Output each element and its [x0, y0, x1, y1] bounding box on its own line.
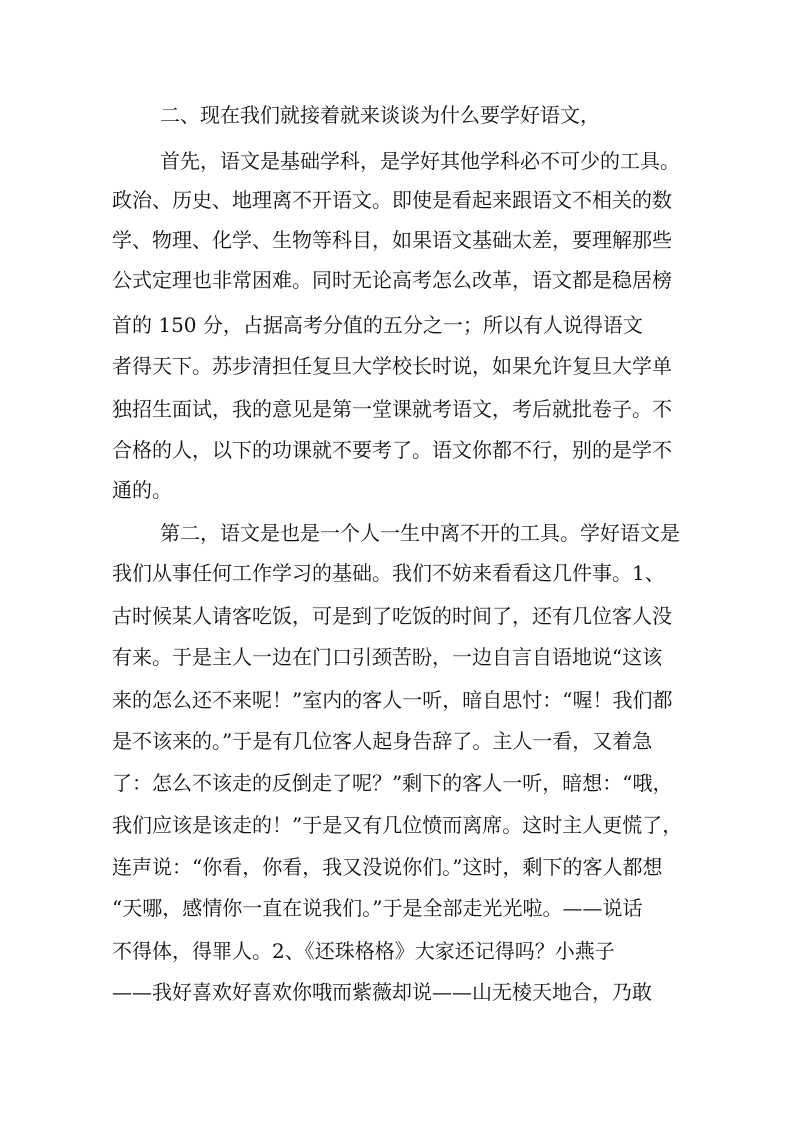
paragraph-line: 学、物理、化学、生物等科目，如果语文基础太差，要理解那些	[112, 228, 672, 252]
paragraph-line: 我们应该是该走的！”于是又有几位愤而离席。这时主人更慌了，	[112, 813, 682, 837]
paragraph-line: 首先，语文是基础学科，是学好其他学科必不可少的工具。	[160, 149, 680, 173]
paragraph-line: 古时候某人请客吃饭，可是到了吃饭的时间了，还有几位客人没	[112, 604, 672, 628]
paragraph-line: 不得体，得罪人。2、《还珠格格》大家还记得吗？小燕子	[112, 939, 615, 963]
paragraph-line: 通的。	[112, 478, 172, 502]
paragraph-line: 第二，语文是也是一个人一生中离不开的工具。学好语文是	[160, 521, 680, 545]
paragraph-line: 来的怎么还不来呢！”室内的客人一听，暗自思忖：“喔！我们都	[112, 688, 673, 712]
paragraph-line: 政治、历史、地理离不开语文。即使是看起来跟语文不相关的数	[112, 188, 672, 212]
paragraph-line: 首的 150 分，占据高考分值的五分之一；所以有人说得语文	[112, 313, 643, 337]
paragraph-line: 连声说：“你看，你看，我又没说你们。”这时，剩下的客人都想	[112, 855, 663, 879]
paragraph-line: 了：怎么不该走的反倒走了呢？”剩下的客人一听，暗想：“哦，	[112, 771, 673, 795]
paragraph-line: 合格的人，以下的功课就不要考了。语文你都不行，别的是学不	[112, 438, 672, 462]
paragraph-line: 有来。于是主人一边在门口引颈苦盼，一边自言自语地说“这该	[112, 645, 663, 669]
paragraph-line: 者得天下。苏步清担任复旦大学校长时说，如果允许复旦大学单	[112, 354, 672, 378]
paragraph-line: 我们从事任何工作学习的基础。我们不妨来看看这几件事。1、	[112, 561, 665, 585]
paragraph-line: 独招生面试，我的意见是第一堂课就考语文，考后就批卷子。不	[112, 397, 672, 421]
paragraph-line: ——我好喜欢好喜欢你哦而紫薇却说——山无棱天地合，乃敢	[112, 980, 652, 1004]
paragraph-line: “天哪，感情你一直在说我们。”于是全部走光光啦。——说话	[112, 896, 643, 920]
paragraph-line: 二、现在我们就接着就来谈谈为什么要学好语文，	[160, 103, 600, 127]
paragraph-line: 公式定理也非常困难。同时无论高考怎么改革，语文都是稳居榜	[112, 268, 672, 292]
paragraph-line: 是不该来的。”于是有几位客人起身告辞了。主人一看，又着急	[112, 729, 653, 753]
